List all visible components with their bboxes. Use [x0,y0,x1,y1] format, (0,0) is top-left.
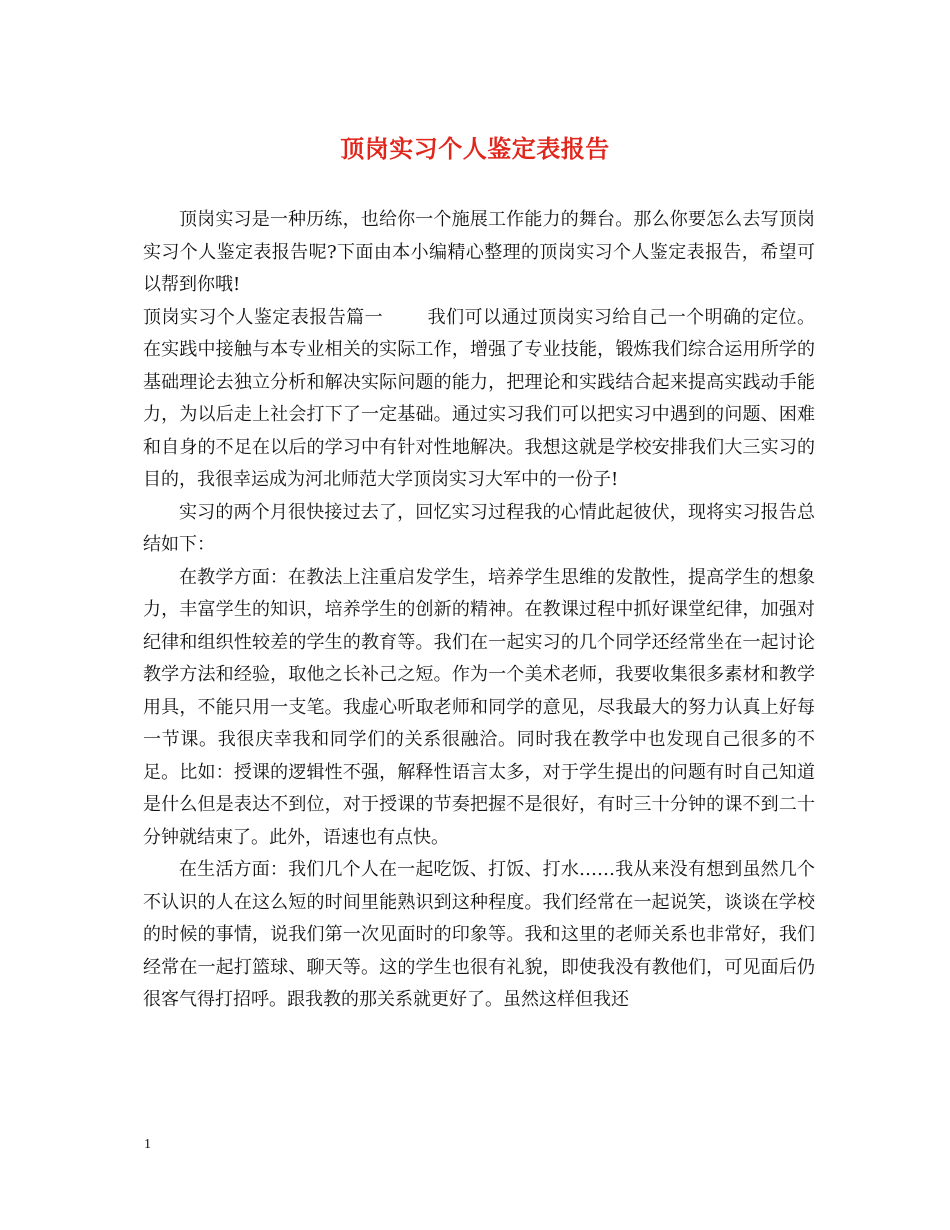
section-paragraph [143,302,815,497]
summary-paragraph: 实习的两个月很快接过去了，回忆实习过程我的心情此起彼伏，现将实习报告总结如下： [143,501,815,555]
teaching-paragraph: 在教学方面：在教法上注重启发学生，培养学生思维的发散性，提高学生的想象力，丰富学生的知识，培养学生的创新的精神。在教课过程中抓好课堂纪律，加强对纪律和组织性较差的学生的教育等。我们在一起实习的几个同学还经常坐在一起讨论教学方法和经验，取他之长补己之短。作为一个美术老师，我要收集很多素材和教学用具，不能只用一支笔。我虚心听取老师和同学的意见，尽我最大的努力认真上好每一节课。我很庆幸我和同学们的关系很融洽。同时我在教学中也发现自己很多的不足。比如：授课的逻辑性不强，解释性语言太多，对于学生提出的问题有时自己知道是什么但是表达不到位，对于授课的节奏把握不是很好，有时三十分钟的课不到二十分钟就结束了。此外，语速也有点快。 [143,566,815,848]
intro-paragraph: 顶岗实习是一种历练，也给你一个施展工作能力的舞台。那么你要怎么去写顶岗实习个人鉴定表报告呢?下面由本小编精心整理的顶岗实习个人鉴定表报告，希望可以帮到你哦! [143,209,815,295]
section-heading: 顶岗实习个人鉴定表报告篇一 [143,306,384,328]
document-title: 顶岗实习个人鉴定表报告 [340,134,610,163]
document-body [143,204,815,1017]
section-first-paragraph: 我们可以通过顶岗实习给自己一个明确的定位。在实践中接触与本专业相关的实际工作，增强了专业技能，锻炼我们综合运用所学的基础理论去独立分析和解决实际问题的能力，把理论和实践结合起来提高实践动手能力，为以后走上社会打下了一定基础。通过实习我们可以把实习中遇到的问题、困难和自身的不足在以后的学习中有针对性地解决。我想这就是学校安排我们大三实习的目的，我很幸运成为河北师范大学顶岗实习大军中的一份子! [143,306,816,490]
life-paragraph: 在生活方面：我们几个人在一起吃饭、打饭、打水……我从来没有想到虽然几个不认识的人在这么短的时间里能熟识到这种程度。我们经常在一起说笑，谈谈在学校的时候的事情，说我们第一次见面时的印象等。我和这里的老师关系也非常好，我们经常在一起打篮球、聊天等。这的学生也很有礼貌，即使我没有教他们，可见面后仍很客气得打招呼。跟我教的那关系就更好了。虽然这样但我还 [143,859,815,1010]
page-number: 1 [144,1137,151,1152]
